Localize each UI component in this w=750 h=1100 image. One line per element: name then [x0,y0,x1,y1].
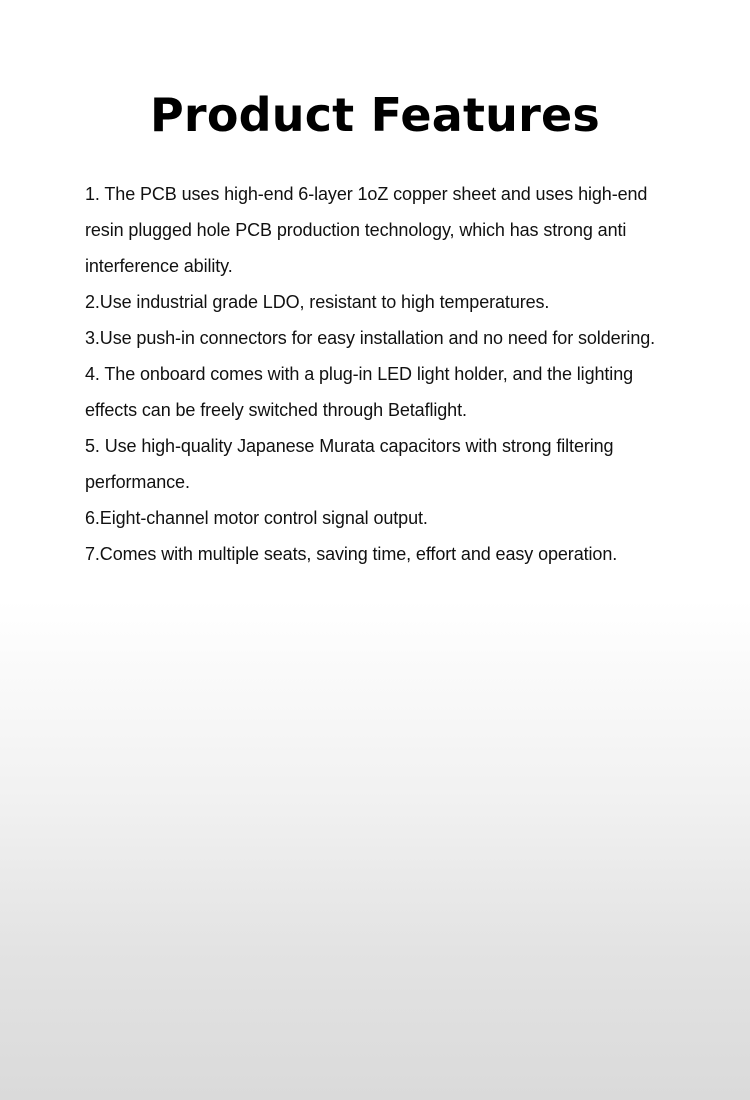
feature-item: 4. The onboard comes with a plug-in LED light holder, and the lighting effects can be freely switched through Betaflight. [85,364,634,420]
feature-item: 7.Comes with multiple seats, saving time, effort and easy operation. [85,544,618,564]
page-title: Product Features [150,88,600,142]
feature-item: 6.Eight-channel motor control signal output. [85,508,428,528]
feature-item: 1. The PCB uses high-end 6-layer 1oZ copper sheet and uses high-end resin plugged hole PCB production technology, which has strong anti interference ability. [85,184,648,276]
feature-list [85,176,685,572]
feature-item: 5. Use high-quality Japanese Murata capacitors with strong filtering performance. [85,436,614,492]
feature-item: 3.Use push-in connectors for easy installation and no need for soldering. [85,328,656,348]
feature-item: 2.Use industrial grade LDO, resistant to high temperatures. [85,292,550,312]
